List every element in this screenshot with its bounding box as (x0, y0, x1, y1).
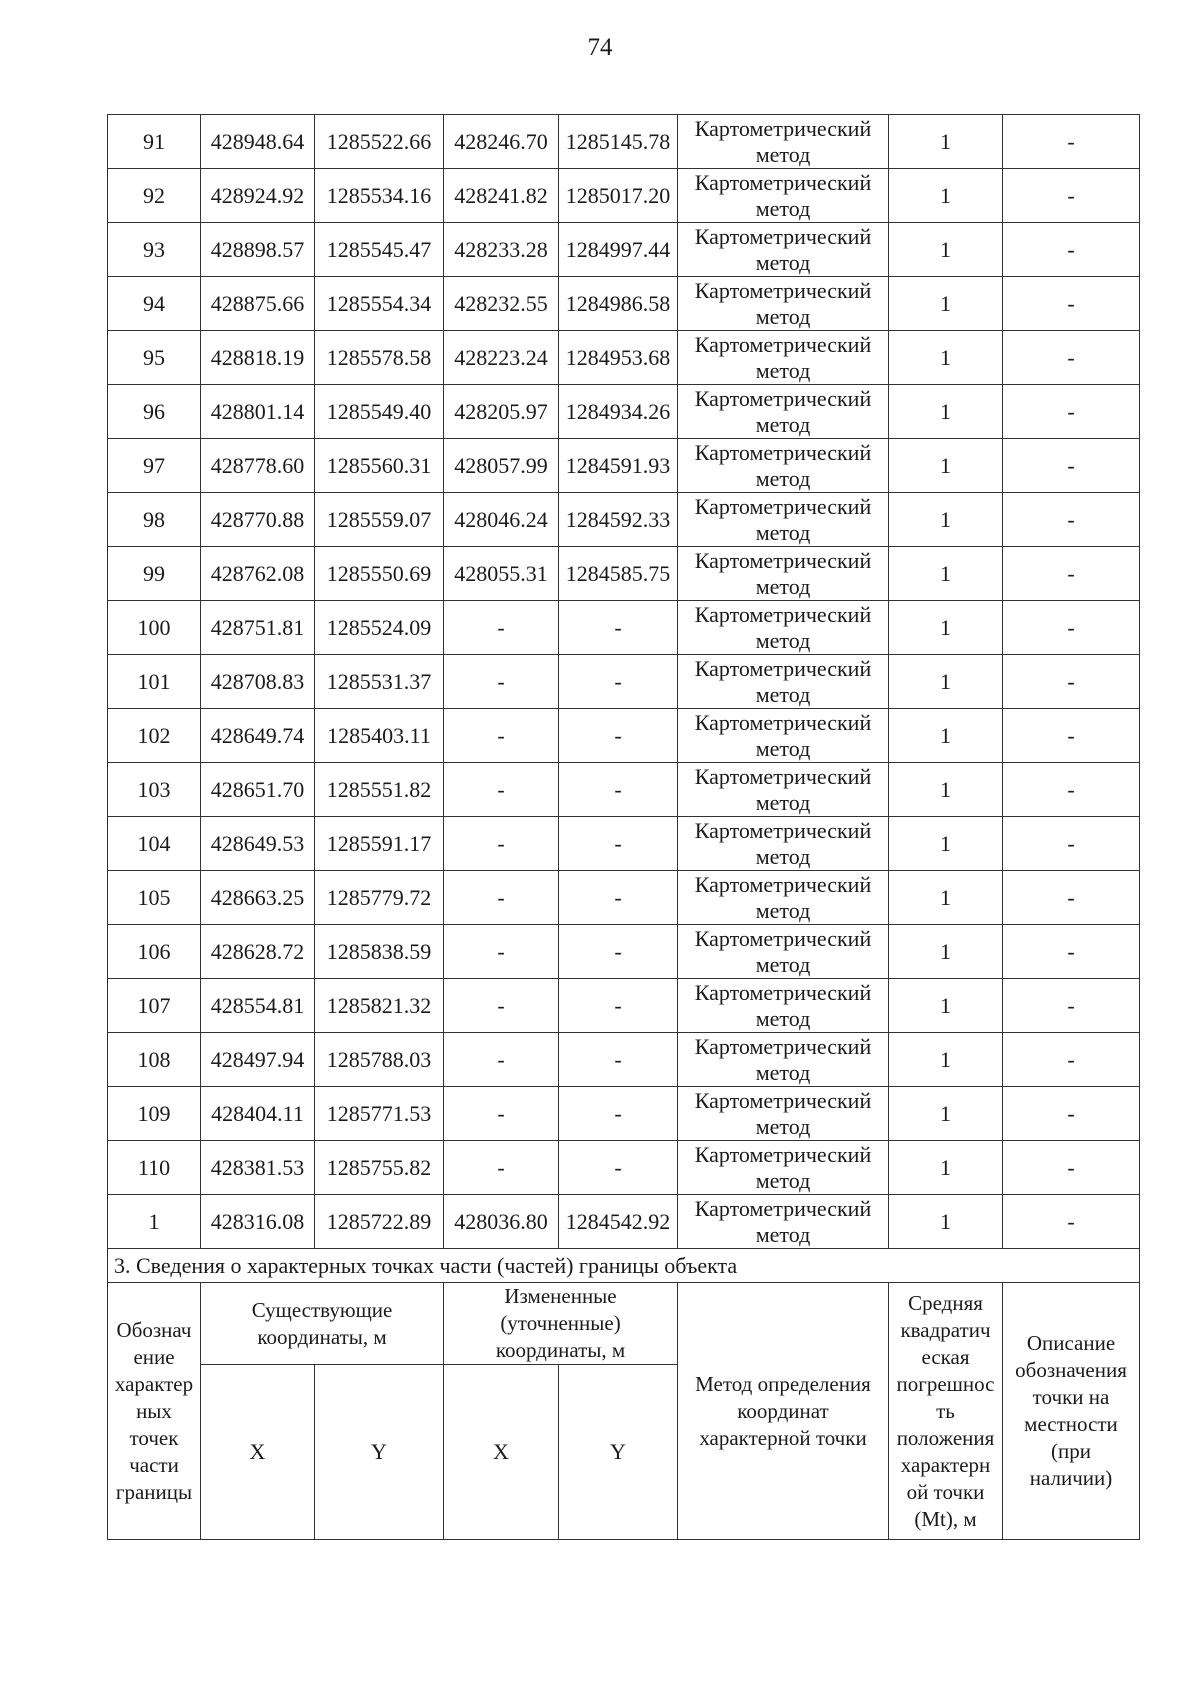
cell-y-existing: 1285755.82 (315, 1141, 444, 1195)
method-line: метод (755, 627, 811, 653)
table-row (108, 277, 1140, 331)
cell-y-existing: 1285545.47 (315, 223, 444, 277)
method-line: метод (755, 141, 811, 167)
cell-x-existing: 428381.53 (201, 1141, 315, 1195)
table-row (108, 547, 1140, 601)
cell-method (678, 817, 889, 871)
cell-y-changed: - (559, 1141, 678, 1195)
cell-mt: 1 (889, 979, 1003, 1033)
table-row (108, 1141, 1140, 1195)
cell-method (678, 1141, 889, 1195)
cell-y-existing: 1285522.66 (315, 115, 444, 169)
header-line: границы (115, 1479, 193, 1504)
method-line: метод (755, 951, 811, 977)
cell-y-changed: 1284934.26 (559, 385, 678, 439)
cell-point: 110 (108, 1141, 201, 1195)
cell-x-changed: - (444, 709, 559, 763)
cell-y-changed: - (559, 817, 678, 871)
cell-x-changed: 428036.80 (444, 1195, 559, 1249)
cell-method (678, 439, 889, 493)
method-line: метод (755, 465, 811, 491)
header-description (1003, 1283, 1140, 1540)
cell-x-existing: 428751.81 (201, 601, 315, 655)
cell-mt: 1 (889, 277, 1003, 331)
header-line: Средняя (908, 1290, 983, 1315)
cell-point: 101 (108, 655, 201, 709)
header-line: координаты, м (495, 1338, 626, 1362)
table-row (108, 655, 1140, 709)
cell-y-changed: 1284542.92 (559, 1195, 678, 1249)
cell-mt: 1 (889, 331, 1003, 385)
method-line: метод (755, 843, 811, 869)
cell-mt: 1 (889, 169, 1003, 223)
cell-description: - (1003, 763, 1140, 817)
cell-x-changed: 428055.31 (444, 547, 559, 601)
header-line: наличии) (1029, 1466, 1113, 1490)
table-row (108, 709, 1140, 763)
cell-x-changed: 428223.24 (444, 331, 559, 385)
cell-method (678, 331, 889, 385)
cell-x-changed: - (444, 1141, 559, 1195)
cell-mt: 1 (889, 601, 1003, 655)
cell-point: 106 (108, 925, 201, 979)
table-row (108, 1087, 1140, 1141)
cell-y-changed: 1285017.20 (559, 169, 678, 223)
cell-description: - (1003, 1141, 1140, 1195)
cell-description: - (1003, 547, 1140, 601)
cell-description: - (1003, 817, 1140, 871)
cell-mt: 1 (889, 115, 1003, 169)
cell-mt: 1 (889, 1141, 1003, 1195)
header-line: еская (921, 1344, 970, 1369)
cell-x-changed: - (444, 817, 559, 871)
cell-x-changed: 428246.70 (444, 115, 559, 169)
header-line: обозначения (1015, 1358, 1127, 1382)
header-line: (Mt), м (914, 1506, 977, 1531)
cell-method (678, 601, 889, 655)
header-line: точек (129, 1425, 179, 1450)
cell-method (678, 655, 889, 709)
section-title: 3. Сведения о характерных точках части (частей) границы объекта (108, 1249, 1140, 1283)
cell-x-existing: 428404.11 (201, 1087, 315, 1141)
header-line: Метод определения (695, 1371, 871, 1396)
method-line: метод (755, 1005, 811, 1031)
header-line: (уточненные) (500, 1311, 621, 1335)
cell-y-existing: 1285578.58 (315, 331, 444, 385)
cell-x-changed: - (444, 655, 559, 709)
cell-y-changed: - (559, 1033, 678, 1087)
cell-description: - (1003, 655, 1140, 709)
cell-y-existing: 1285531.37 (315, 655, 444, 709)
header-changed-y: Y (559, 1365, 678, 1540)
header-line: характерн (900, 1452, 991, 1477)
cell-method (678, 925, 889, 979)
cell-x-changed: - (444, 871, 559, 925)
cell-mt: 1 (889, 385, 1003, 439)
cell-point: 98 (108, 493, 201, 547)
cell-point: 107 (108, 979, 201, 1033)
header-line: ой точки (906, 1479, 985, 1504)
cell-y-existing: 1285524.09 (315, 601, 444, 655)
cell-x-existing: 428651.70 (201, 763, 315, 817)
header-line: Обознач (116, 1317, 192, 1342)
cell-point: 105 (108, 871, 201, 925)
cell-x-changed: - (444, 1033, 559, 1087)
cell-x-changed: - (444, 1087, 559, 1141)
cell-mt: 1 (889, 493, 1003, 547)
table-row (108, 385, 1140, 439)
cell-x-changed: - (444, 979, 559, 1033)
cell-x-existing: 428875.66 (201, 277, 315, 331)
method-line: Картометрический (694, 331, 872, 357)
cell-y-changed: 1284591.93 (559, 439, 678, 493)
header-row-1 (108, 1283, 1140, 1365)
cell-mt: 1 (889, 1033, 1003, 1087)
cell-y-existing: 1285591.17 (315, 817, 444, 871)
method-line: Картометрический (694, 655, 872, 681)
header-existing-y: Y (315, 1365, 444, 1540)
cell-mt: 1 (889, 871, 1003, 925)
cell-x-existing: 428762.08 (201, 547, 315, 601)
cell-description: - (1003, 331, 1140, 385)
cell-mt: 1 (889, 223, 1003, 277)
method-line: метод (755, 789, 811, 815)
cell-point: 102 (108, 709, 201, 763)
coordinates-table (107, 114, 1140, 1540)
cell-x-existing: 428801.14 (201, 385, 315, 439)
cell-x-changed: 428241.82 (444, 169, 559, 223)
cell-point: 93 (108, 223, 201, 277)
table-row (108, 115, 1140, 169)
cell-x-existing: 428948.64 (201, 115, 315, 169)
header-line: Описание (1026, 1331, 1116, 1355)
cell-y-changed: - (559, 871, 678, 925)
cell-x-existing: 428316.08 (201, 1195, 315, 1249)
table-row (108, 871, 1140, 925)
cell-x-existing: 428924.92 (201, 169, 315, 223)
cell-x-existing: 428497.94 (201, 1033, 315, 1087)
table-row (108, 169, 1140, 223)
cell-x-changed: - (444, 601, 559, 655)
cell-x-existing: 428778.60 (201, 439, 315, 493)
cell-x-existing: 428770.88 (201, 493, 315, 547)
header-line: координат (737, 1398, 829, 1423)
header-existing-coords (201, 1283, 444, 1365)
cell-method (678, 547, 889, 601)
method-line: метод (755, 1221, 811, 1247)
cell-y-changed: - (559, 655, 678, 709)
cell-y-changed: - (559, 763, 678, 817)
method-line: метод (755, 357, 811, 383)
cell-x-existing: 428554.81 (201, 979, 315, 1033)
cell-point: 95 (108, 331, 201, 385)
cell-point: 100 (108, 601, 201, 655)
cell-y-changed: 1284953.68 (559, 331, 678, 385)
cell-point: 108 (108, 1033, 201, 1087)
cell-x-existing: 428663.25 (201, 871, 315, 925)
method-line: Картометрический (694, 547, 872, 573)
method-line: Картометрический (694, 115, 872, 141)
header-line: части (129, 1452, 179, 1477)
method-line: Картометрический (694, 763, 872, 789)
cell-method (678, 493, 889, 547)
cell-y-existing: 1285779.72 (315, 871, 444, 925)
cell-y-changed: 1284585.75 (559, 547, 678, 601)
method-line: Картометрический (694, 979, 872, 1005)
method-line: Картометрический (694, 223, 872, 249)
cell-method (678, 709, 889, 763)
method-line: метод (755, 735, 811, 761)
method-line: Картометрический (694, 601, 872, 627)
method-line: Картометрический (694, 439, 872, 465)
header-line: местности (1024, 1412, 1118, 1436)
cell-x-existing: 428898.57 (201, 223, 315, 277)
cell-method (678, 223, 889, 277)
cell-point: 99 (108, 547, 201, 601)
method-line: Картометрический (694, 493, 872, 519)
header-line: погрешнос (896, 1371, 995, 1396)
cell-x-existing: 428628.72 (201, 925, 315, 979)
cell-y-existing: 1285403.11 (315, 709, 444, 763)
table-row (108, 223, 1140, 277)
cell-x-existing: 428649.74 (201, 709, 315, 763)
cell-description: - (1003, 493, 1140, 547)
page-number: 74 (587, 34, 613, 61)
header-line: Существующие (251, 1297, 393, 1322)
table-row (108, 925, 1140, 979)
cell-y-changed: - (559, 601, 678, 655)
header-line: характер (114, 1371, 194, 1396)
table-row (108, 1033, 1140, 1087)
method-line: Картометрический (694, 1087, 872, 1113)
cell-method (678, 1033, 889, 1087)
cell-method (678, 1195, 889, 1249)
cell-mt: 1 (889, 1195, 1003, 1249)
cell-y-changed: 1284592.33 (559, 493, 678, 547)
method-line: Картометрический (694, 1033, 872, 1059)
cell-point: 104 (108, 817, 201, 871)
method-line: метод (755, 681, 811, 707)
cell-mt: 1 (889, 817, 1003, 871)
cell-y-existing: 1285534.16 (315, 169, 444, 223)
cell-y-changed: - (559, 709, 678, 763)
header-point-designation (108, 1283, 201, 1540)
cell-method (678, 115, 889, 169)
cell-point: 97 (108, 439, 201, 493)
header-changed-x: X (444, 1365, 559, 1540)
table-row (108, 763, 1140, 817)
cell-x-changed: 428046.24 (444, 493, 559, 547)
cell-y-existing: 1285722.89 (315, 1195, 444, 1249)
header-line: характерной точки (699, 1425, 867, 1450)
cell-y-existing: 1285821.32 (315, 979, 444, 1033)
cell-description: - (1003, 439, 1140, 493)
method-line: Картометрический (694, 1195, 872, 1221)
cell-point: 103 (108, 763, 201, 817)
cell-description: - (1003, 979, 1140, 1033)
method-line: Картометрический (694, 871, 872, 897)
header-line: (при (1051, 1439, 1091, 1463)
cell-mt: 1 (889, 1087, 1003, 1141)
method-line: Картометрический (694, 1141, 872, 1167)
cell-method (678, 763, 889, 817)
cell-point: 91 (108, 115, 201, 169)
cell-description: - (1003, 277, 1140, 331)
cell-mt: 1 (889, 655, 1003, 709)
cell-mt: 1 (889, 925, 1003, 979)
method-line: Картометрический (694, 709, 872, 735)
cell-description: - (1003, 223, 1140, 277)
cell-method (678, 385, 889, 439)
cell-y-existing: 1285554.34 (315, 277, 444, 331)
table-row (108, 439, 1140, 493)
cell-y-existing: 1285549.40 (315, 385, 444, 439)
cell-mt: 1 (889, 709, 1003, 763)
cell-point: 109 (108, 1087, 201, 1141)
cell-description: - (1003, 709, 1140, 763)
method-line: метод (755, 1167, 811, 1193)
header-changed-coords (444, 1283, 678, 1365)
cell-y-existing: 1285559.07 (315, 493, 444, 547)
cell-description: - (1003, 385, 1140, 439)
method-line: Картометрический (694, 817, 872, 843)
cell-description: - (1003, 115, 1140, 169)
cell-x-changed: - (444, 763, 559, 817)
cell-point: 94 (108, 277, 201, 331)
cell-mt: 1 (889, 439, 1003, 493)
cell-y-existing: 1285771.53 (315, 1087, 444, 1141)
cell-description: - (1003, 1195, 1140, 1249)
header-line: ных (136, 1398, 172, 1423)
cell-x-changed: 428232.55 (444, 277, 559, 331)
cell-y-changed: 1284997.44 (559, 223, 678, 277)
header-mt (889, 1283, 1003, 1540)
table-body (108, 115, 1140, 1249)
method-line: метод (755, 897, 811, 923)
cell-point: 1 (108, 1195, 201, 1249)
header-existing-x: X (201, 1365, 315, 1540)
cell-mt: 1 (889, 763, 1003, 817)
cell-y-changed: - (559, 979, 678, 1033)
section-3-header (108, 1249, 1140, 1540)
cell-mt: 1 (889, 547, 1003, 601)
method-line: Картометрический (694, 277, 872, 303)
method-line: метод (755, 573, 811, 599)
cell-description: - (1003, 1033, 1140, 1087)
table-row (108, 979, 1140, 1033)
cell-y-existing: 1285560.31 (315, 439, 444, 493)
method-line: метод (755, 519, 811, 545)
cell-method (678, 871, 889, 925)
cell-y-changed: 1285145.78 (559, 115, 678, 169)
header-line: точки на (1032, 1385, 1110, 1409)
cell-y-changed: 1284986.58 (559, 277, 678, 331)
table-row (108, 331, 1140, 385)
cell-method (678, 169, 889, 223)
table-row (108, 1195, 1140, 1249)
method-line: метод (755, 249, 811, 275)
cell-x-changed: 428057.99 (444, 439, 559, 493)
table-row (108, 817, 1140, 871)
method-line: Картометрический (694, 385, 872, 411)
method-line: метод (755, 303, 811, 329)
cell-description: - (1003, 1087, 1140, 1141)
cell-description: - (1003, 601, 1140, 655)
cell-x-changed: 428205.97 (444, 385, 559, 439)
header-line: координаты, м (257, 1324, 387, 1349)
cell-method (678, 1087, 889, 1141)
cell-method (678, 979, 889, 1033)
header-line: ть (936, 1398, 955, 1423)
method-line: метод (755, 1059, 811, 1085)
cell-x-existing: 428708.83 (201, 655, 315, 709)
header-line: квадратич (900, 1317, 991, 1342)
method-line: Картометрический (694, 169, 872, 195)
cell-y-changed: - (559, 1087, 678, 1141)
cell-point: 92 (108, 169, 201, 223)
header-line: ение (133, 1344, 175, 1369)
cell-x-changed: 428233.28 (444, 223, 559, 277)
cell-description: - (1003, 925, 1140, 979)
cell-y-existing: 1285550.69 (315, 547, 444, 601)
method-line: Картометрический (694, 925, 872, 951)
cell-x-changed: - (444, 925, 559, 979)
cell-y-existing: 1285788.03 (315, 1033, 444, 1087)
section-title-row (108, 1249, 1140, 1283)
cell-y-changed: - (559, 925, 678, 979)
header-line: положения (896, 1425, 995, 1450)
method-line: метод (755, 1113, 811, 1139)
cell-y-existing: 1285551.82 (315, 763, 444, 817)
header-method (678, 1283, 889, 1540)
cell-method (678, 277, 889, 331)
header-line: Измененные (504, 1284, 617, 1308)
cell-point: 96 (108, 385, 201, 439)
method-line: метод (755, 195, 811, 221)
cell-description: - (1003, 169, 1140, 223)
cell-description: - (1003, 871, 1140, 925)
cell-x-existing: 428818.19 (201, 331, 315, 385)
table-row (108, 493, 1140, 547)
cell-y-existing: 1285838.59 (315, 925, 444, 979)
table-row (108, 601, 1140, 655)
cell-x-existing: 428649.53 (201, 817, 315, 871)
method-line: метод (755, 411, 811, 437)
